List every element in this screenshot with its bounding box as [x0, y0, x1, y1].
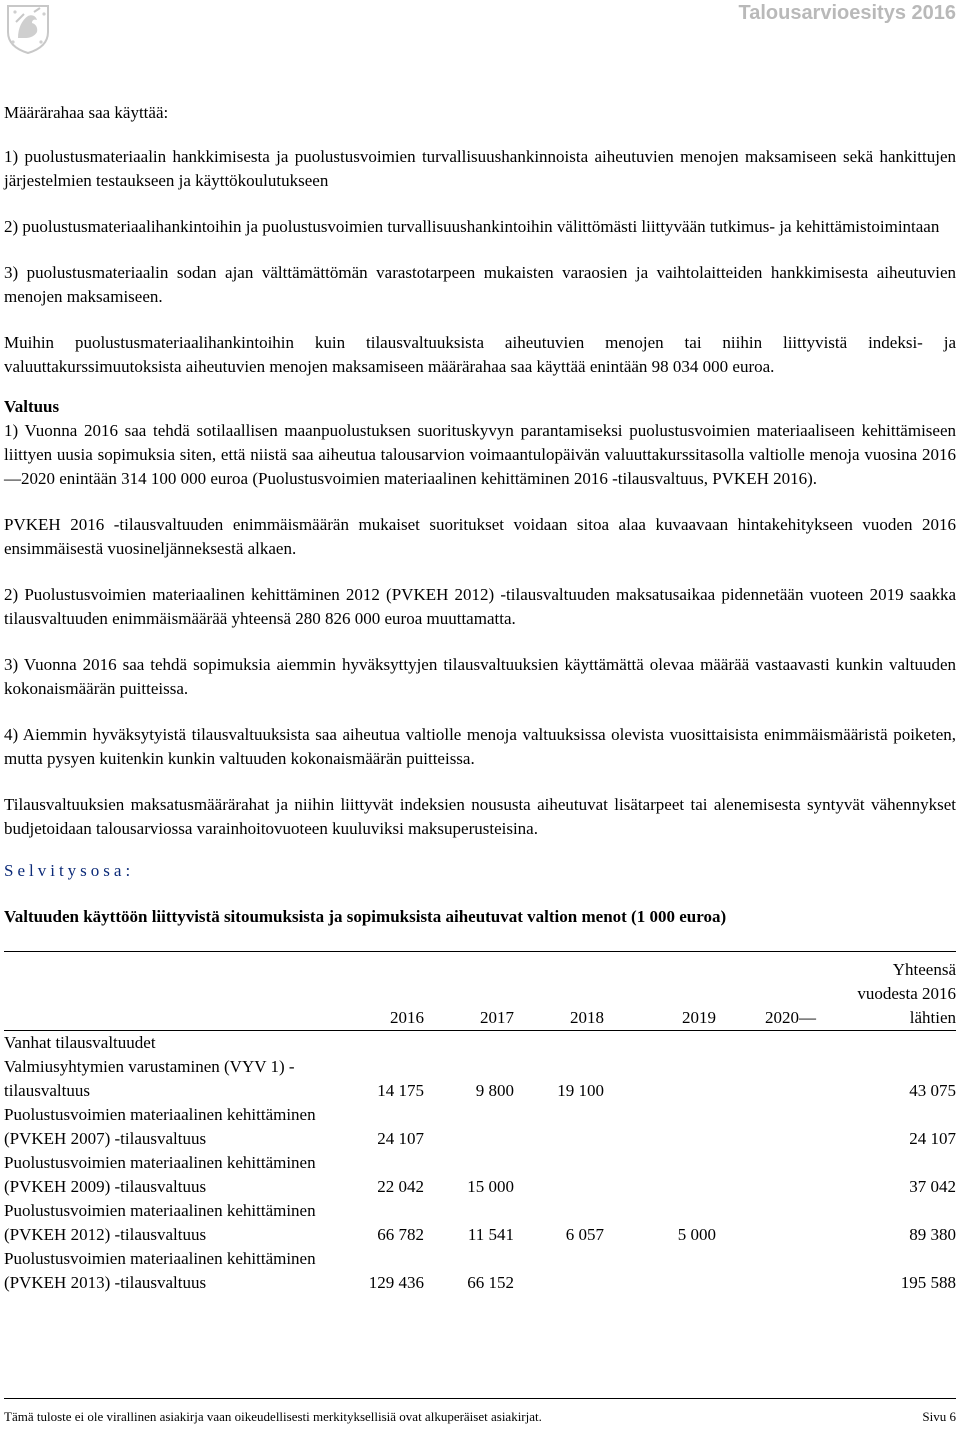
table-group-row [4, 1031, 956, 1056]
table-header-row [4, 958, 956, 1031]
table-row [4, 1199, 956, 1247]
cell-2019 [604, 1247, 716, 1295]
intro-paragraph: Määrärahaa saa käyttää: [4, 103, 169, 122]
cell-2016: 24 107 [377, 1129, 424, 1148]
commitments-table [4, 958, 956, 1295]
usage-item-2: 2) puolustusmateriaalihankintoihin ja puolustusvoimien turvallisuushankintoihin välittömästi liittyvään tutkimus- ja kehittämistoimintaan [4, 217, 940, 236]
cell-total: 89 380 [909, 1225, 956, 1244]
explanation-label: Selvitysosa: [4, 861, 135, 880]
cell-2019 [604, 1151, 716, 1199]
table-title-rule [4, 951, 956, 952]
cell-2018 [514, 1103, 604, 1151]
pvkeh-paragraph: PVKEH 2016 -tilausvaltuuden enimmäismäärän mukaiset suoritukset voidaan sitoa alaa kuvaavaan hintakehitykseen vuoden 2016 ensimmäisestä vuosineljänneksestä alkaen. [4, 515, 956, 558]
row-label: Puolustusvoimien materiaalinen kehittäminen (PVKEH 2007) -tilausvaltuus [4, 1105, 316, 1148]
cell-2017: 15 000 [467, 1177, 514, 1196]
col-2019: 2019 [604, 958, 716, 1031]
table-title: Valtuuden käyttöön liittyvistä sitoumuksista ja sopimuksista aiheutuvat valtion menot (1 000 euroa) [4, 907, 727, 926]
cell-2019: 5 000 [677, 1225, 716, 1244]
footer-disclaimer: Tämä tuloste ei ole virallinen asiakirja vaan oikeudellisesti merkityksellisiä ovat alkuperäiset asiakirjat. [4, 1409, 542, 1424]
cell-2019 [604, 1055, 716, 1103]
cell-total: 43 075 [909, 1081, 956, 1100]
row-label: Puolustusvoimien materiaalinen kehittäminen (PVKEH 2012) -tilausvaltuus [4, 1201, 316, 1244]
cell-2020 [716, 1247, 816, 1295]
budget-note-paragraph: Tilausvaltuuksien maksatusmäärärahat ja niihin liittyvät indeksien noususta aiheutuvat lisätarpeet tai alenemisesta syntyvät vähennykset budjetoidaan talousarviossa varainhoitovuoteen kuuluviksi maksuperusteisina. [4, 795, 956, 838]
cell-2020 [716, 1055, 816, 1103]
cell-total: 37 042 [909, 1177, 956, 1196]
valtuus-heading: Valtuus [4, 397, 60, 416]
row-label: Puolustusvoimien materiaalinen kehittäminen (PVKEH 2009) -tilausvaltuus [4, 1153, 316, 1196]
cell-2016: 129 436 [368, 1273, 424, 1292]
table-row [4, 1103, 956, 1151]
page-footer [4, 1398, 956, 1425]
valtuus-item-4: 4) Aiemmin hyväksytyistä tilausvaltuuksista saa aiheutua valtiolle menoja valtuuksissa olevista vuosittaisista enimmäismääristä poiketen, mutta pysyen kuitenkin kunkin valtuuden kokonaismäärän puitteissa. [4, 725, 956, 768]
col-2016: 2016 [334, 958, 424, 1031]
cell-2020 [716, 1103, 816, 1151]
document-title: Talousarvioesitys 2016 [738, 2, 956, 24]
usage-item-3: 3) puolustusmateriaalin sodan ajan välttämättömän varastotarpeen mukaisten varaosien ja vaihtolaitteiden hankkimisesta aiheutuvien menojen maksamiseen. [4, 263, 956, 306]
cell-2020 [716, 1151, 816, 1199]
cell-2018: 6 057 [565, 1225, 604, 1244]
col-total: Yhteensä vuodesta 2016 lähtien [816, 958, 956, 1031]
cell-2017 [424, 1103, 514, 1151]
col-2018: 2018 [514, 958, 604, 1031]
cell-2018 [514, 1247, 604, 1295]
cell-2018 [514, 1151, 604, 1199]
cell-total: 195 588 [900, 1273, 956, 1292]
cell-2020 [716, 1199, 816, 1247]
cell-2016: 14 175 [377, 1081, 424, 1100]
usage-item-1: 1) puolustusmateriaalin hankkimisesta ja puolustusvoimien turvallisuushankinnoista aiheutuvien menojen maksamiseen sekä hankittujen järjestelmien testaukseen ja käyttökoulutukseen [4, 147, 956, 190]
valtuus-item-1: 1) Vuonna 2016 saa tehdä sotilaallisen maanpuolustuksen suorituskyvyn parantamiseksi puolustusvoimien materiaaliseen kehittämiseen liittyen uusia sopimuksia siten, että niistä saa aiheutua talousarvion voimaantulopäivän valuuttakurssitasolla valtiolle menoja vuosina 2016—2020 enintään 314 100 000 euroa (Puolustusvoimien materiaalinen kehittäminen 2016 -tilausvaltuus, PVKEH 2016). [4, 421, 956, 488]
table-row [4, 1247, 956, 1295]
row-label: Valmiusyhtymien varustaminen (VYV 1) -tilausvaltuus [4, 1057, 295, 1100]
coat-of-arms-logo [4, 2, 52, 54]
document-body [4, 101, 956, 1295]
cell-2017: 11 541 [467, 1225, 514, 1244]
cell-2016: 22 042 [377, 1177, 424, 1196]
other-procurement-paragraph: Muihin puolustusmateriaalihankintoihin kuin tilausvaltuuksista aiheutuvien menojen tai niihin liittyvistä indeksi- ja valuuttakurssimuutoksista aiheutuvien menojen maksamiseen määrärahaa saa käyttää enintään 98 034 000 euroa. [4, 333, 956, 376]
cell-2018: 19 100 [557, 1081, 604, 1100]
col-2020: 2020— [716, 958, 816, 1031]
table-row [4, 1055, 956, 1103]
col-2017: 2017 [424, 958, 514, 1031]
valtuus-item-3: 3) Vuonna 2016 saa tehdä sopimuksia aiemmin hyväksyttyjen tilausvaltuuksien käyttämättä olevaa määrää vastaavasti kunkin valtuuden kokonaismäärän puitteissa. [4, 655, 956, 698]
cell-2016: 66 782 [377, 1225, 424, 1244]
cell-2017: 9 800 [475, 1081, 514, 1100]
valtuus-item-2: 2) Puolustusvoimien materiaalinen kehittäminen 2012 (PVKEH 2012) -tilausvaltuuden maksatusaikaa pidennetään vuoteen 2019 saakka tilausvaltuuden enimmäismäärää yhteensä 280 826 000 euroa muuttamatta. [4, 585, 956, 628]
row-label: Puolustusvoimien materiaalinen kehittäminen (PVKEH 2013) -tilausvaltuus [4, 1249, 316, 1292]
cell-total: 24 107 [909, 1129, 956, 1148]
group-label: Vanhat tilausvaltuudet [4, 1033, 156, 1052]
page-number: Sivu 6 [922, 1409, 956, 1424]
header-label-cell [4, 958, 334, 1031]
cell-2019 [604, 1103, 716, 1151]
cell-2017: 66 152 [467, 1273, 514, 1292]
table-row [4, 1151, 956, 1199]
